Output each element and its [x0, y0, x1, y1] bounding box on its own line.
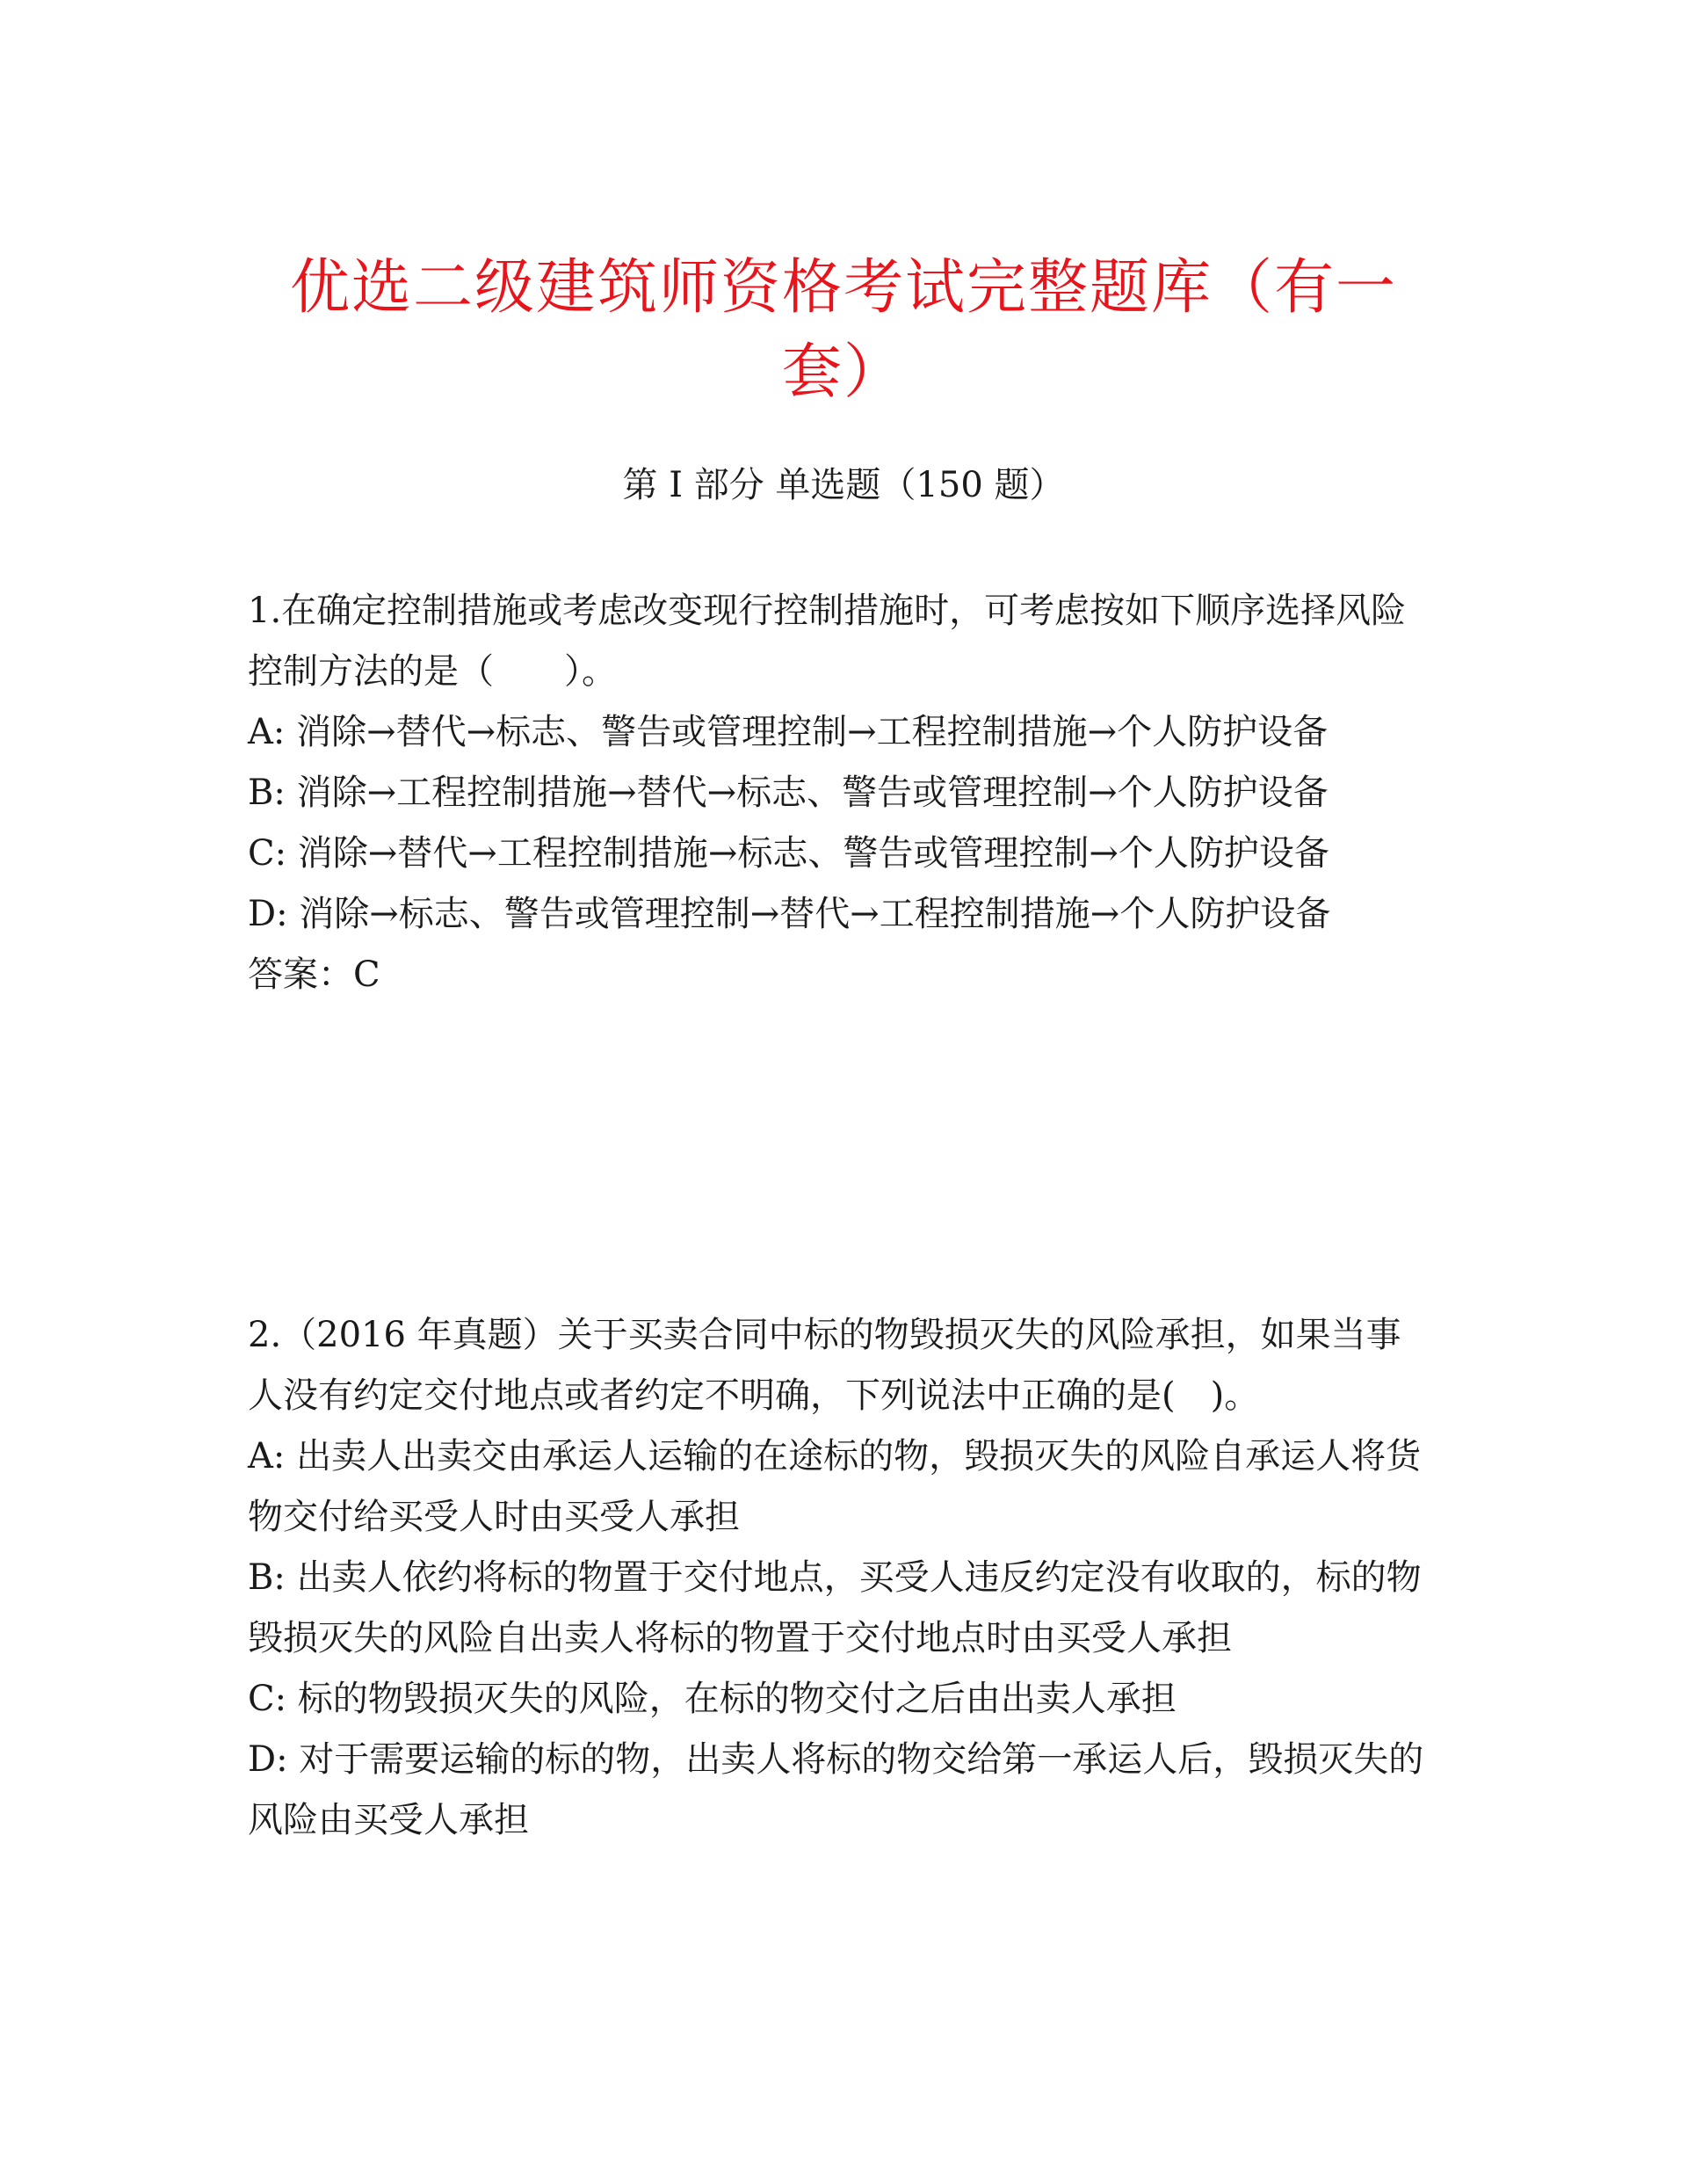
- option-c: C: 消除→替代→工程控制措施→标志、警告或管理控制→个人防护设备: [248, 833, 1329, 874]
- option-c: C: 标的物毁损灭失的风险，在标的物交付之后由出卖人承担: [248, 1679, 1177, 1719]
- document-title: 优选二级建筑师资格考试完整题库（有一套）: [289, 253, 1397, 407]
- option-b: B: 出卖人依约将标的物置于交付地点，买受人违反约定没有收取的，标的物毁损灭失的风险自出卖人将标的物置于交付地点时由买受人承担: [248, 1557, 1422, 1658]
- option-d: D: 对于需要运输的标的物，出卖人将标的物交给第一承运人后，毁损灭失的风险由买受人承担: [248, 1739, 1424, 1840]
- option-b: B: 消除→工程控制措施→替代→标志、警告或管理控制→个人防护设备: [248, 773, 1329, 813]
- question-stem: 2.（2016 年真题）关于买卖合同中标的物毁损灭失的风险承担，如果当事人没有约定交付地点或者约定不明确，下列说法中正确的是( )。: [248, 1315, 1401, 1416]
- option-a: A: 消除→替代→标志、警告或管理控制→工程控制措施→个人防护设备: [248, 712, 1329, 752]
- question-stem: 1.在确定控制措施或考虑改变现行控制措施时，可考虑按如下顺序选择风险控制方法的是（ ）。: [248, 591, 1407, 692]
- option-a: A: 出卖人出卖交由承运人运输的在途标的物，毁损灭失的风险自承运人将货物交付给买受人时由买受人承担: [248, 1436, 1422, 1537]
- question-2: [248, 1305, 1425, 1851]
- question-1: [248, 581, 1425, 1005]
- option-d: D: 消除→标志、警告或管理控制→替代→工程控制措施→个人防护设备: [248, 894, 1331, 934]
- answer-text: 答案：C: [248, 954, 380, 995]
- section-heading: 第 I 部分 单选题（150 题）: [622, 465, 1065, 505]
